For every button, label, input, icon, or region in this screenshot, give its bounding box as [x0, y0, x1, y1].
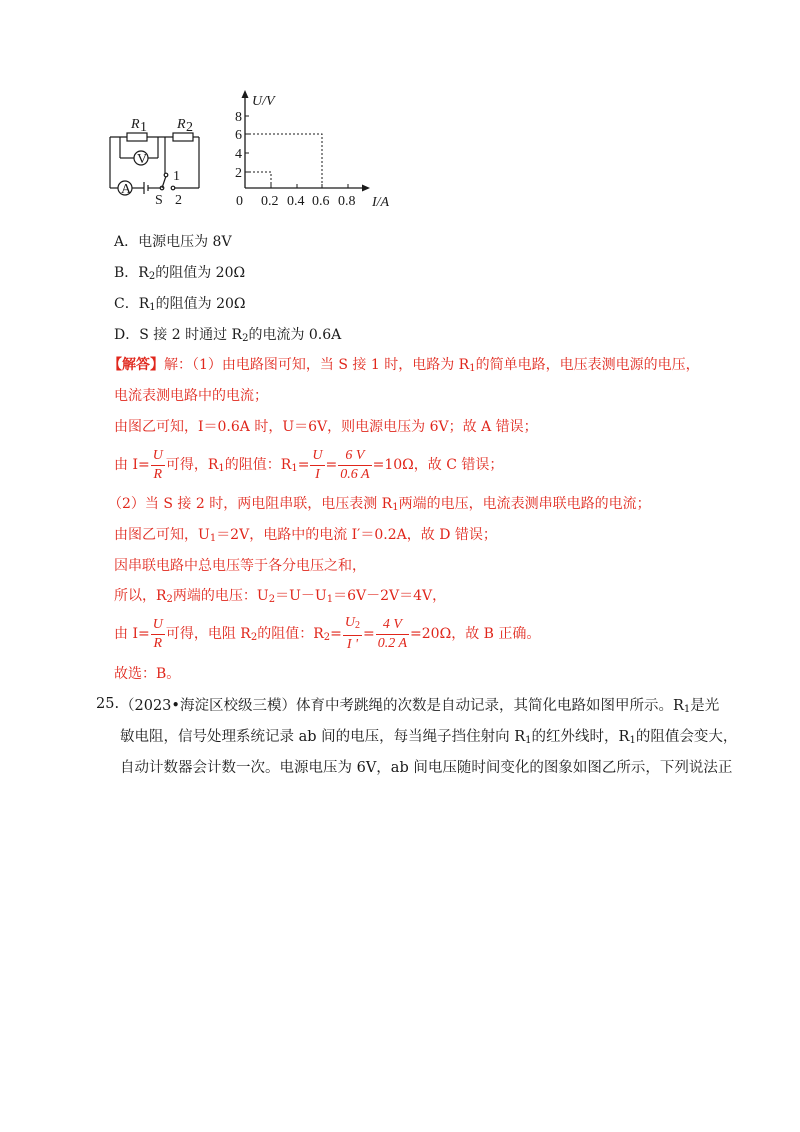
- option-a: A．电源电压为 8V: [114, 234, 232, 250]
- answer-line-7: 因串联电路中总电压等于各分电压之和，: [114, 558, 366, 574]
- fraction-u-over-i: $\frac{U}{I}$: [312, 447, 323, 482]
- option-c: C．$R_1$的阻值为 20Ω: [114, 296, 246, 313]
- y-axis-label: U/V: [252, 94, 275, 109]
- r1-label: R: [131, 117, 140, 132]
- switch-label: S: [155, 193, 163, 208]
- ui-graph: [235, 90, 390, 210]
- guide-2v-0.2a: [245, 172, 271, 188]
- answer-line-6: 由图乙可知，$U_1=2V$，电路中的电流 I′＝0.2A，故 D 错误；: [114, 527, 497, 544]
- x-tick-0.2: 0.2: [261, 194, 279, 209]
- fraction-u2-over-iprime: $\frac{U_2}{I '}$: [344, 615, 360, 652]
- fraction-u-over-r: $\frac{U}{R}$: [152, 447, 163, 482]
- answer-line-1: 【解答】解：（1）由电路图可知，当 S 接 1 时，电路为 $R_1$的简单电路，电压表测电源的电压，: [108, 357, 700, 374]
- y-tick-4: 4: [235, 147, 242, 162]
- x-tick-0.8: 0.8: [338, 194, 356, 209]
- figure: [100, 88, 400, 218]
- answer-line-10: 故选：B。: [114, 666, 181, 682]
- voltmeter-label: V: [137, 152, 148, 167]
- switch-pos2-label: 2: [175, 193, 182, 208]
- x-tick-0.6: 0.6: [312, 194, 330, 209]
- y-tick-2: 2: [235, 166, 242, 181]
- answer-line-5: （2）当 S 接 2 时，两电阻串联，电压表测 $R_1$两端的电压，电流表测串联电路的电流；: [108, 496, 651, 513]
- answer-line-3: 由图乙可知，I＝0.6A 时，U＝6V，则电源电压为 6V；故 A 错误；: [114, 419, 538, 435]
- option-d: D．S 接 2 时通过 $R_2$的电流为 0.6A: [114, 327, 342, 344]
- switch-pos1-label: 1: [173, 169, 180, 184]
- fraction-4v-over-02a: $\frac{4 V}{0.2 A}$: [377, 616, 408, 651]
- figure-svg: [100, 88, 400, 218]
- question-25-line-2: 敏电阻，信号处理系统记录 ab 间的电压，每当绳子挡住射向 $R_1$的红外线时，$R_1$的阻值会变大，: [120, 729, 738, 746]
- x-axis-label: I/A: [372, 195, 390, 210]
- y-tick-6: 6: [235, 128, 242, 143]
- y-axis-arrow: [242, 90, 249, 98]
- answer-line-8: 所以，$R_2$两端的电压：$U_2=U-U_1=6V-2V=4V$，: [114, 588, 447, 605]
- guide-6v-0.6a: [245, 134, 322, 188]
- r1-sub: 1: [140, 120, 147, 135]
- x-axis-arrow: [362, 185, 370, 192]
- question-25-line-1: （2023•海淀区校级三模）体育中考跳绳的次数是自动记录，其简化电路如图甲所示。$R_1$是光: [120, 698, 720, 715]
- fraction-6v-over-06a: $\frac{6 V}{0.6 A}$: [340, 447, 370, 482]
- fraction-u-over-r-2: $\frac{U}{R}$: [152, 616, 163, 651]
- answer-line-2: 电流表测电路中的电流；: [114, 388, 268, 404]
- question-25-number: 25.: [96, 696, 120, 712]
- ammeter-label: A: [121, 182, 132, 197]
- r2-sub: 2: [186, 120, 193, 135]
- answer-line-9: 由 I= $\frac{U}{R}$ 可得，电阻 $R_2$的阻值：$R_2=$ $\frac{U_2}{I '}$ = $\frac{4 V}{0.2 A}$ =20Ω，故 B 正确。: [114, 615, 541, 652]
- r2-label: R: [177, 117, 186, 132]
- y-tick-8: 8: [235, 110, 242, 125]
- answer-tag: 【解答】: [108, 357, 164, 373]
- circuit-labels: [121, 117, 193, 208]
- switch-blade: [162, 176, 166, 188]
- question-25-line-3: 自动计数器会计数一次。电源电压为 6V，ab 间电压随时间变化的图象如图乙所示，下列说法正: [120, 760, 733, 776]
- origin-label: 0: [236, 194, 243, 209]
- answer-line-4: 由 I= $\frac{U}{R}$ 可得，$R_1$的阻值：$R_1=$ $\frac{U}{I}$ = $\frac{6 V}{0.6 A}$ =10Ω，故 C 错误；: [114, 447, 504, 482]
- x-tick-0.4: 0.4: [287, 194, 305, 209]
- option-b: B．$R_2$的阻值为 20Ω: [114, 265, 246, 282]
